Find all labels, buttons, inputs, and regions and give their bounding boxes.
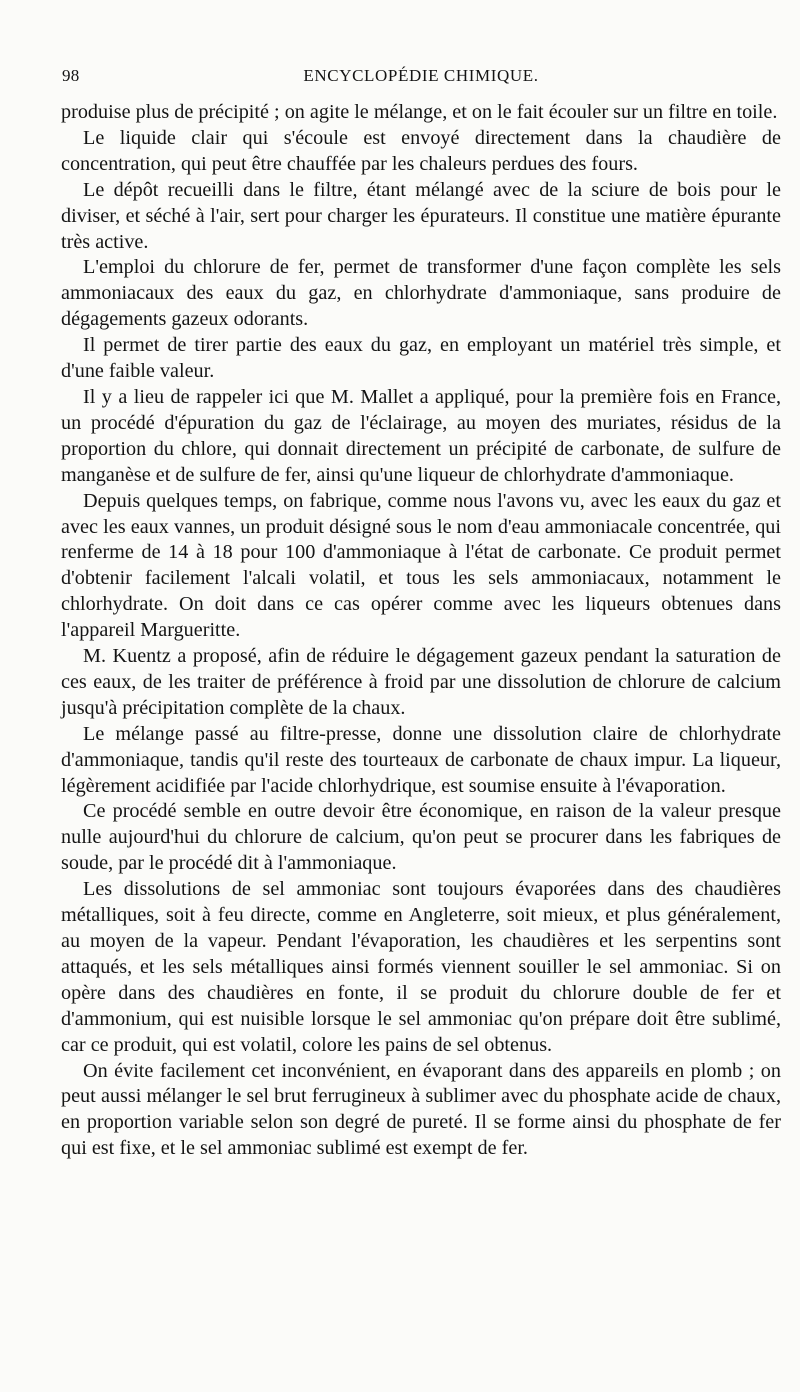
paragraph-eaux-du-gaz: Il permet de tirer partie des eaux du gaz, en employant un matériel très simple, et d'une faible valeur. xyxy=(61,334,781,383)
page-number: 98 xyxy=(62,66,80,85)
paragraph-continuation: produise plus de précipité ; on agite le mélange, et on le fait écouler sur un filtre en toile. xyxy=(61,101,778,123)
paragraph-plomb: On évite facilement cet inconvénient, en évaporant dans des appareils en plomb ; on peut aussi mélanger le sel brut ferrugineux à sublimer avec du phosphate acide de chaux, en proportion variable selon son degré de pureté. Il se forme ainsi du phosphate de fer qui est fixe, et le sel ammoniac sublimé est exempt de fer. xyxy=(61,1059,781,1160)
paragraph-eau-ammoniacale: Depuis quelques temps, on fabrique, comme nous l'avons vu, avec les eaux du gaz et avec les eaux vannes, un produit désigné sous le nom d'eau ammoniacale concentrée, qui renferme de 14 à 18 pour 100 d'ammoniaque à l'état de carbonate. Ce produit permet d'obtenir facilement l'alcali volatil, et tous les sels ammoniacaux, notamment le chlorhydrate. On doit dans ce cas opérer comme avec les liqueurs obtenues dans l'appareil Margueritte. xyxy=(61,489,781,642)
paragraph-filtre-presse: Le mélange passé au filtre-presse, donne une dissolution claire de chlorhydrate d'ammoniaque, tandis qu'il reste des tourteaux de carbonate de chaux impur. La liqueur, légèrement acidifiée par l'acide chlorhydrique, est soumise ensuite à l'évaporation. xyxy=(61,722,781,797)
paragraph-evaporation: Les dissolutions de sel ammoniac sont toujours évaporées dans des chaudières métalliques, soit à feu directe, comme en Angleterre, soit mieux, et plus généralement, au moyen de la vapeur. Pendant l'évaporation, les chaudières et les serpentins sont attaqués, et les sels métalliques ainsi formés viennent souiller le sel ammoniac. Si on opère dans des chaudières en fonte, il se produit du chlorure double de fer et d'ammonium, qui est nuisible lorsque le sel ammoniac qu'on prépare doit être sublimé, car ce produit, qui est volatil, colore les pains de sel obtenus. xyxy=(61,878,781,1056)
page-header xyxy=(62,66,780,90)
paragraph-kuentz: M. Kuentz a proposé, afin de réduire le dégagement gazeux pendant la saturation de ces eaux, de les traiter de préférence à froid par une dissolution de chlorure de calcium jusqu'à précipitation complète de la chaux. xyxy=(61,645,781,719)
paragraph-depot-recueilli: Le dépôt recueilli dans le filtre, étant mélangé avec de la sciure de bois pour le diviser, et séché à l'air, sert pour charger les épurateurs. Il constitue une matière épurante très active. xyxy=(61,178,781,253)
paragraph-mallet: Il y a lieu de rappeler ici que M. Mallet a appliqué, pour la première fois en France, un procédé d'épuration du gaz de l'éclairage, au moyen des muriates, résidus de la proportion du chlore, qui donnait directement un précipité de carbonate, de sulfure de manganèse et de sulfure de fer, ainsi qu'une liqueur de chlorhydrate d'ammoniaque. xyxy=(61,385,781,486)
paragraph-procede-economique: Ce procédé semble en outre devoir être économique, en raison de la valeur presque nulle aujourd'hui du chlorure de calcium, qu'on peut se procurer dans les fabriques de soude, par le procédé dit à l'ammoniaque. xyxy=(61,800,781,875)
paragraph-liquide-clair: Le liquide clair qui s'écoule est envoyé directement dans la chaudière de concentration, qui peut être chauffée par les chaleurs perdues des fours. xyxy=(61,126,781,175)
running-title: ENCYCLOPÉDIE CHIMIQUE. xyxy=(303,66,539,85)
body-text xyxy=(61,100,781,1162)
paragraph-chlorure-de-fer: L'emploi du chlorure de fer, permet de transformer d'une façon complète les sels ammoniacaux des eaux du gaz, en chlorhydrate d'ammoniaque, sans produire de dégagements gazeux odorants. xyxy=(61,256,781,331)
